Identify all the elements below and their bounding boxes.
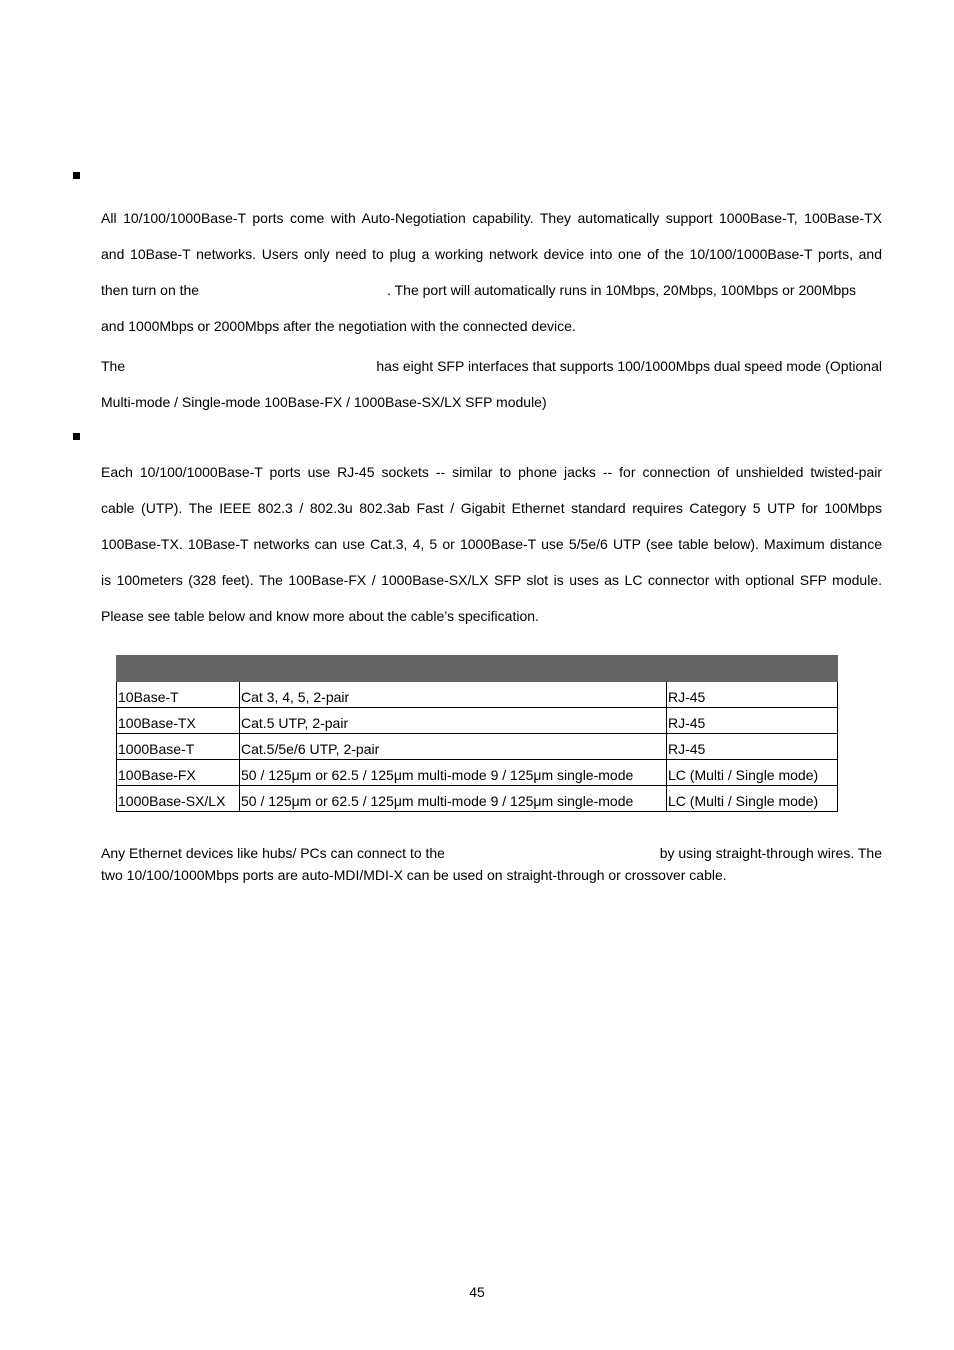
paragraph-line: is 100meters (328 feet). The 100Base-FX / 1000Base-SX/LX SFP slot is uses as LC connector with optional SFP module.	[101, 572, 882, 588]
text-fragment: has eight SFP interfaces that supports 100/1000Mbps dual speed mode (Optional	[376, 358, 882, 374]
blank-gap	[445, 844, 660, 862]
paragraph-line: and 1000Mbps or 2000Mbps after the negotiation with the connected device.	[101, 318, 576, 334]
text-fragment: Any Ethernet devices like hubs/ PCs can connect to the	[101, 845, 445, 861]
section-bullet	[73, 172, 80, 179]
paragraph-line	[101, 844, 882, 862]
standard-cell: 100Base-TX	[117, 708, 240, 734]
header-cell	[117, 656, 240, 682]
standard-cell: 1000Base-SX/LX	[117, 786, 240, 812]
text-fragment: The	[101, 358, 126, 374]
connector-cell: RJ-45	[667, 734, 838, 760]
paragraph-line	[101, 357, 882, 375]
text-fragment: by using straight-through wires. The	[659, 845, 882, 861]
connector-cell: LC (Multi / Single mode)	[667, 786, 838, 812]
page-number: 45	[469, 1284, 485, 1300]
standard-cell: 1000Base-T	[117, 734, 240, 760]
table-header-row	[117, 656, 838, 682]
section-bullet	[73, 433, 80, 440]
paragraph-line: and 10Base-T networks. Users only need to plug a working network device into one of the 10/100/1000Base-T ports, and	[101, 246, 882, 262]
paragraph-line: Please see table below and know more about the cable’s specification.	[101, 608, 539, 624]
table-row	[117, 760, 838, 786]
paragraph-line: cable (UTP). The IEEE 802.3 / 802.3u 802.3ab Fast / Gigabit Ethernet standard requires Category 5 UTP for 100Mbps	[101, 500, 882, 516]
cable-cell: 50 / 125μm or 62.5 / 125μm multi-mode 9 / 125μm single-mode	[240, 760, 667, 786]
paragraph-line: Multi-mode / Single-mode 100Base-FX / 1000Base-SX/LX SFP module)	[101, 394, 547, 410]
connector-cell: RJ-45	[667, 708, 838, 734]
cable-cell: Cat.5/5e/6 UTP, 2-pair	[240, 734, 667, 760]
connector-cell: RJ-45	[667, 682, 838, 708]
table-row	[117, 734, 838, 760]
header-cell	[667, 656, 838, 682]
connector-cell: LC (Multi / Single mode)	[667, 760, 838, 786]
standard-cell: 10Base-T	[117, 682, 240, 708]
cable-cell: 50 / 125μm or 62.5 / 125μm multi-mode 9 / 125μm single-mode	[240, 786, 667, 812]
standard-cell: 100Base-FX	[117, 760, 240, 786]
table-row	[117, 708, 838, 734]
text-fragment: then turn on the	[101, 282, 200, 298]
paragraph-line	[101, 281, 882, 299]
table-row	[117, 682, 838, 708]
cable-cell: Cat.5 UTP, 2-pair	[240, 708, 667, 734]
paragraph-line: two 10/100/1000Mbps ports are auto-MDI/MDI-X can be used on straight-through or crossover cable.	[101, 867, 727, 883]
header-cell	[240, 656, 667, 682]
cable-spec-table	[116, 655, 838, 812]
paragraph-line: Each 10/100/1000Base-T ports use RJ-45 sockets -- similar to phone jacks -- for connection of unshielded twisted-pair	[101, 464, 882, 480]
table-row	[117, 786, 838, 812]
paragraph-line: 100Base-TX. 10Base-T networks can use Cat.3, 4, 5 or 1000Base-T use 5/5e/6 UTP (see table below). Maximum distance	[101, 536, 882, 552]
text-fragment: . The port will automatically runs in 10Mbps, 20Mbps, 100Mbps or 200Mbps	[387, 282, 857, 298]
paragraph-line: All 10/100/1000Base-T ports come with Auto-Negotiation capability. They automatically support 1000Base-T, 100Base-TX	[101, 210, 882, 226]
cable-cell: Cat 3, 4, 5, 2-pair	[240, 682, 667, 708]
